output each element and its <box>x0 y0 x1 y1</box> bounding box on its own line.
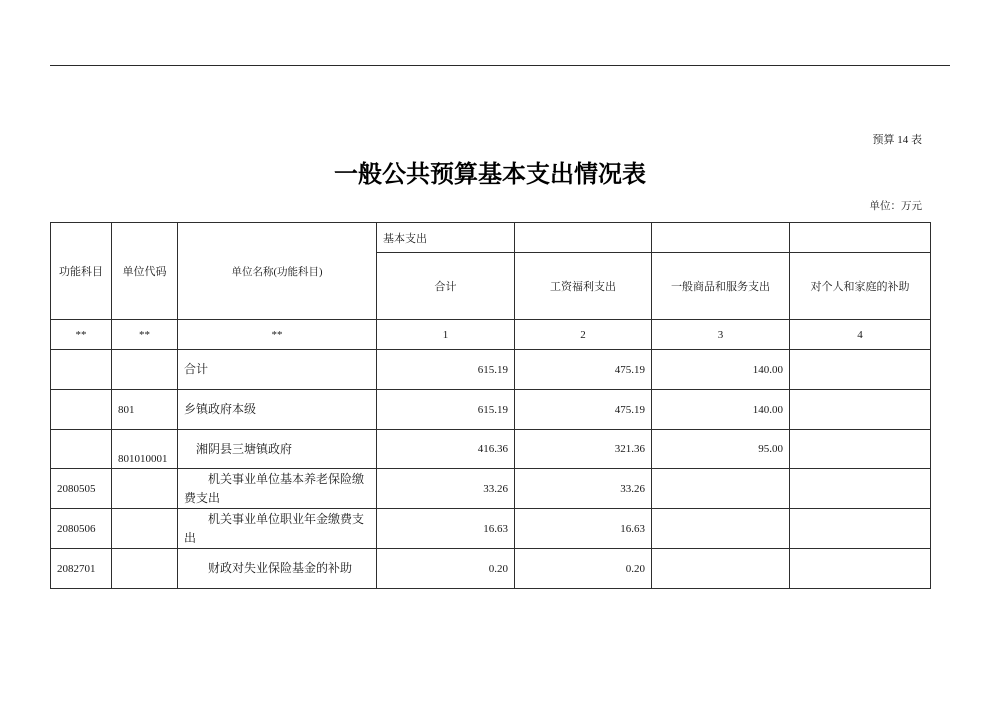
header-func-subject: 功能科目 <box>51 223 112 320</box>
subsidies-cell <box>790 549 931 589</box>
header-subsidies: 对个人和家庭的补助 <box>790 253 931 320</box>
header-empty-cell <box>652 223 790 253</box>
header-empty-cell <box>790 223 931 253</box>
subsidies-cell <box>790 509 931 549</box>
total-cell: 0.20 <box>377 549 515 589</box>
index-cell: ** <box>112 320 178 350</box>
total-cell: 615.19 <box>377 390 515 430</box>
header-empty-cell <box>515 223 652 253</box>
unit-code-cell <box>112 509 178 549</box>
goods-services-cell <box>652 549 790 589</box>
unit-name-cell: 乡镇政府本级 <box>178 390 377 430</box>
table-row <box>51 390 931 430</box>
subsidies-cell <box>790 390 931 430</box>
goods-services-cell: 95.00 <box>652 430 790 469</box>
unit-code-cell <box>112 469 178 509</box>
subsidies-cell <box>790 350 931 390</box>
total-cell: 416.36 <box>377 430 515 469</box>
func-code-cell: 2080505 <box>51 469 112 509</box>
func-code-cell <box>51 350 112 390</box>
header-unit-name: 单位名称(功能科目) <box>178 223 377 320</box>
total-cell: 615.19 <box>377 350 515 390</box>
page-title: 一般公共预算基本支出情况表 <box>334 162 646 188</box>
index-cell: ** <box>178 320 377 350</box>
goods-services-cell <box>652 469 790 509</box>
salary-cell: 321.36 <box>515 430 652 469</box>
goods-services-cell: 140.00 <box>652 350 790 390</box>
unit-label: 单位：万元 <box>869 201 922 212</box>
header-row-top <box>51 223 931 253</box>
table-row <box>51 549 931 589</box>
table-row <box>51 350 931 390</box>
header-goods-services: 一般商品和服务支出 <box>652 253 790 320</box>
table-number-label: 预算 14 表 <box>872 134 922 146</box>
table-row <box>51 430 931 469</box>
index-row <box>51 320 931 350</box>
table-row <box>51 509 931 549</box>
goods-services-cell: 140.00 <box>652 390 790 430</box>
header-basic-expense: 基本支出 <box>377 223 515 253</box>
table-row <box>51 469 931 509</box>
total-cell: 33.26 <box>377 469 515 509</box>
salary-cell: 33.26 <box>515 469 652 509</box>
unit-name-cell: 财政对失业保险基金的补助 <box>178 549 377 589</box>
header-unit-code: 单位代码 <box>112 223 178 320</box>
func-code-cell: 2080506 <box>51 509 112 549</box>
unit-name-cell: 合计 <box>178 350 377 390</box>
index-cell: 4 <box>790 320 931 350</box>
salary-cell: 475.19 <box>515 390 652 430</box>
top-rule <box>50 65 950 66</box>
budget-table <box>50 222 931 589</box>
goods-services-cell <box>652 509 790 549</box>
salary-cell: 16.63 <box>515 509 652 549</box>
unit-code-cell <box>112 549 178 589</box>
header-salary: 工资福利支出 <box>515 253 652 320</box>
unit-name-cell: 湘阴县三塘镇政府 <box>178 430 377 469</box>
index-cell: 2 <box>515 320 652 350</box>
unit-code-cell: 801 <box>112 390 178 430</box>
subsidies-cell <box>790 469 931 509</box>
index-cell: ** <box>51 320 112 350</box>
unit-name-cell: 机关事业单位基本养老保险缴费支出 <box>178 469 377 509</box>
unit-code-cell: 801010001 <box>112 430 178 469</box>
func-code-cell <box>51 390 112 430</box>
salary-cell: 0.20 <box>515 549 652 589</box>
salary-cell: 475.19 <box>515 350 652 390</box>
func-code-cell: 2082701 <box>51 549 112 589</box>
index-cell: 1 <box>377 320 515 350</box>
unit-name-cell: 机关事业单位职业年金缴费支出 <box>178 509 377 549</box>
header-total: 合计 <box>377 253 515 320</box>
func-code-cell <box>51 430 112 469</box>
total-cell: 16.63 <box>377 509 515 549</box>
index-cell: 3 <box>652 320 790 350</box>
unit-code-cell <box>112 350 178 390</box>
subsidies-cell <box>790 430 931 469</box>
